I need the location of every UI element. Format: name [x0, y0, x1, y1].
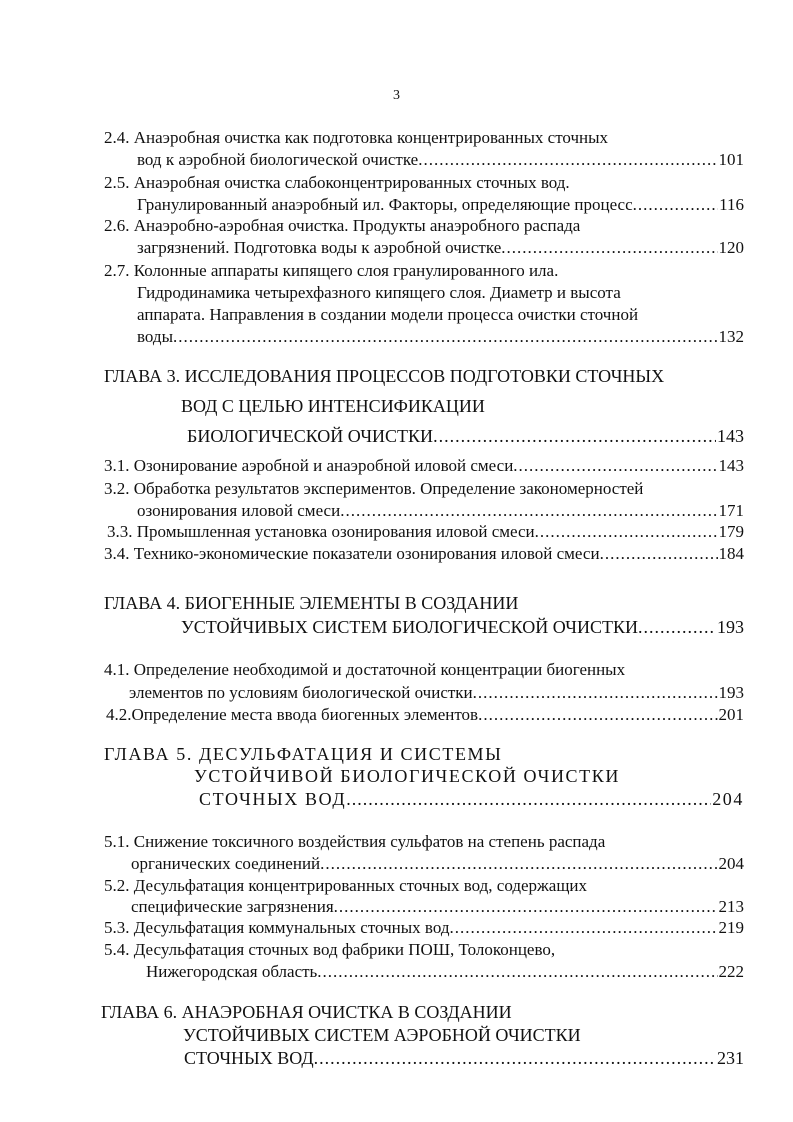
toc-page-number: 201 [718, 705, 744, 724]
toc-entry-title: Нижегородская область [146, 962, 318, 981]
toc-page-number: 143 [718, 456, 744, 475]
chapter-5-heading-cont [199, 789, 744, 809]
toc-page-number: 184 [718, 544, 744, 563]
toc-page-number: 204 [718, 854, 744, 873]
toc-entry-title: Гидродинамика четырехфазного кипящего слоя. Диаметр и высота [137, 283, 621, 302]
toc-page-number: 143 [717, 426, 744, 446]
dot-leader [513, 456, 717, 476]
dot-leader [450, 918, 718, 938]
chapter-title: ГЛАВА 5. ДЕСУЛЬФАТАЦИЯ И СИСТЕМЫ [104, 744, 503, 764]
toc-entry-title: 2.7. Колонные аппараты кипящего слоя гранулированного ила. [104, 261, 559, 280]
toc-entry-2-7-cont [137, 283, 744, 303]
chapter-title: УСТОЙЧИВЫХ СИСТЕМ АЭРОБНОЙ ОЧИСТКИ [183, 1025, 581, 1045]
dot-leader [340, 501, 717, 521]
dot-leader [535, 522, 718, 542]
toc-entry-3-4 [104, 544, 744, 564]
toc-entry-title: специфические загрязнения [131, 897, 334, 916]
dot-leader [473, 683, 718, 703]
toc-page-number: 120 [718, 238, 744, 257]
toc-page-number: 219 [718, 918, 744, 937]
toc-entry-title: 3.1. Озонирование аэробной и анаэробной иловой смеси [104, 456, 514, 475]
dot-leader [173, 327, 718, 347]
chapter-3-heading-cont [187, 426, 744, 446]
toc-entry-title: 4.2.Определение места ввода биогенных элементов [106, 705, 479, 724]
toc-page-number: 101 [718, 150, 744, 169]
chapter-title: ГЛАВА 3. ИССЛЕДОВАНИЯ ПРОЦЕССОВ ПОДГОТОВКИ СТОЧНЫХ [104, 366, 665, 386]
chapter-title: СТОЧНЫХ ВОД [199, 789, 347, 809]
toc-entry-2-7-cont [137, 327, 744, 347]
toc-page-number: 132 [718, 327, 744, 346]
toc-entry-title: 4.1. Определение необходимой и достаточной концентрации биогенных [104, 660, 626, 679]
dot-leader [317, 962, 717, 982]
toc-page-number: 193 [718, 683, 744, 702]
toc-page-number: 204 [712, 789, 744, 809]
toc-entry-3-2-cont [137, 501, 744, 521]
chapter-title: УСТОЙЧИВЫХ СИСТЕМ БИОЛОГИЧЕСКОЙ ОЧИСТКИ [181, 617, 638, 637]
toc-entry-title: загрязнений. Подготовка воды к аэробной очистке [137, 238, 502, 257]
toc-entry-title: воды [137, 327, 173, 346]
toc-entry-5-1-cont [131, 854, 744, 874]
chapter-title: УСТОЙЧИВОЙ БИОЛОГИЧЕСКОЙ ОЧИСТКИ [194, 766, 620, 786]
chapter-5-heading-cont [194, 766, 744, 786]
toc-entry-title: 5.3. Десульфатация коммунальных сточных вод [104, 918, 450, 937]
dot-leader [638, 617, 716, 637]
chapter-title: ГЛАВА 6. АНАЭРОБНАЯ ОЧИСТКА В СОЗДАНИИ [101, 1002, 512, 1022]
toc-page-number: 231 [717, 1048, 744, 1068]
toc-entry-2-6-cont [137, 238, 744, 258]
chapter-title: ВОД С ЦЕЛЬЮ ИНТЕНСИФИКАЦИИ [181, 396, 485, 416]
toc-page-number: 222 [718, 962, 744, 981]
toc-page-number: 179 [718, 522, 744, 541]
dot-leader [478, 705, 717, 725]
chapter-title: БИОЛОГИЧЕСКОЙ ОЧИСТКИ [187, 426, 434, 446]
chapter-3-heading-cont [181, 396, 744, 416]
toc-entry-3-1 [104, 456, 744, 476]
dot-leader [346, 789, 711, 809]
dot-leader [418, 150, 717, 170]
page-number: 3 [393, 88, 400, 103]
toc-entry-5-1 [104, 832, 744, 852]
toc-entry-title: 2.6. Анаэробно-аэробная очистка. Продукты анаэробного распада [104, 216, 581, 235]
toc-entry-2-5-cont [137, 195, 744, 215]
toc-entry-title: 5.4. Десульфатация сточных вод фабрики ПОШ, Толоконцево, [104, 940, 556, 959]
toc-entry-title: 5.1. Снижение токсичного воздействия сульфатов на степень распада [104, 832, 606, 851]
toc-entry-5-3 [104, 918, 744, 938]
toc-entry-title: озонирования иловой смеси [137, 501, 341, 520]
dot-leader [334, 897, 718, 917]
toc-entry-2-7 [104, 261, 744, 281]
chapter-title: ГЛАВА 4. БИОГЕННЫЕ ЭЛЕМЕНТЫ В СОЗДАНИИ [104, 593, 519, 613]
toc-entry-2-4-cont [137, 150, 744, 170]
chapter-title: СТОЧНЫХ ВОД [184, 1048, 314, 1068]
dot-leader [314, 1048, 716, 1068]
toc-entry-4-1-cont [129, 683, 744, 703]
toc-page-number: 116 [719, 195, 744, 214]
toc-entry-title: аппарата. Направления в создании модели процесса очистки сточной [137, 305, 639, 324]
toc-entry-title: органических соединений [131, 854, 321, 873]
toc-page-number: 171 [718, 501, 744, 520]
toc-entry-4-1 [104, 660, 744, 680]
toc-entry-title: 3.3. Промышленная установка озонирования иловой смеси [107, 522, 535, 541]
dot-leader [501, 238, 717, 258]
toc-entry-title: 2.4. Анаэробная очистка как подготовка концентрированных сточных [104, 128, 609, 147]
toc-entry-3-3 [107, 522, 744, 542]
toc-entry-title: Гранулированный анаэробный ил. Факторы, определяющие процесс [137, 195, 633, 214]
toc-entry-title: 3.2. Обработка результатов экспериментов. Определение закономерностей [104, 479, 644, 498]
toc-entry-3-2 [104, 479, 744, 499]
toc-entry-5-4-cont [146, 962, 744, 982]
toc-page-number: 193 [717, 617, 744, 637]
dot-leader [320, 854, 717, 874]
toc-entry-5-4 [104, 940, 744, 960]
chapter-6-heading-cont [183, 1025, 744, 1045]
toc-entry-4-2 [106, 705, 744, 725]
chapter-4-heading [104, 593, 744, 613]
chapter-6-heading [101, 1002, 744, 1022]
toc-entry-title: 3.4. Технико-экономические показатели озонирования иловой смеси [104, 544, 600, 563]
dot-leader [633, 195, 719, 215]
chapter-3-heading [104, 366, 744, 386]
toc-entry-2-5 [104, 173, 744, 193]
chapter-4-heading-cont [181, 617, 744, 637]
toc-entry-title: 5.2. Десульфатация концентрированных сточных вод, содержащих [104, 876, 588, 895]
toc-entry-2-4 [104, 128, 744, 148]
toc-entry-title: 2.5. Анаэробная очистка слабоконцентрированных сточных вод. [104, 173, 570, 192]
toc-page-number: 213 [718, 897, 744, 916]
toc-entry-2-7-cont [137, 305, 744, 325]
dot-leader [433, 426, 716, 446]
toc-entry-5-2 [104, 876, 744, 896]
dot-leader [600, 544, 718, 564]
toc-entry-title: вод к аэробной биологической очистке [137, 150, 419, 169]
toc-entry-title: элементов по условиям биологической очистки [129, 683, 473, 702]
chapter-6-heading-cont [184, 1048, 744, 1068]
toc-entry-5-2-cont [131, 897, 744, 917]
toc-entry-2-6 [104, 216, 744, 236]
chapter-5-heading [104, 744, 744, 764]
